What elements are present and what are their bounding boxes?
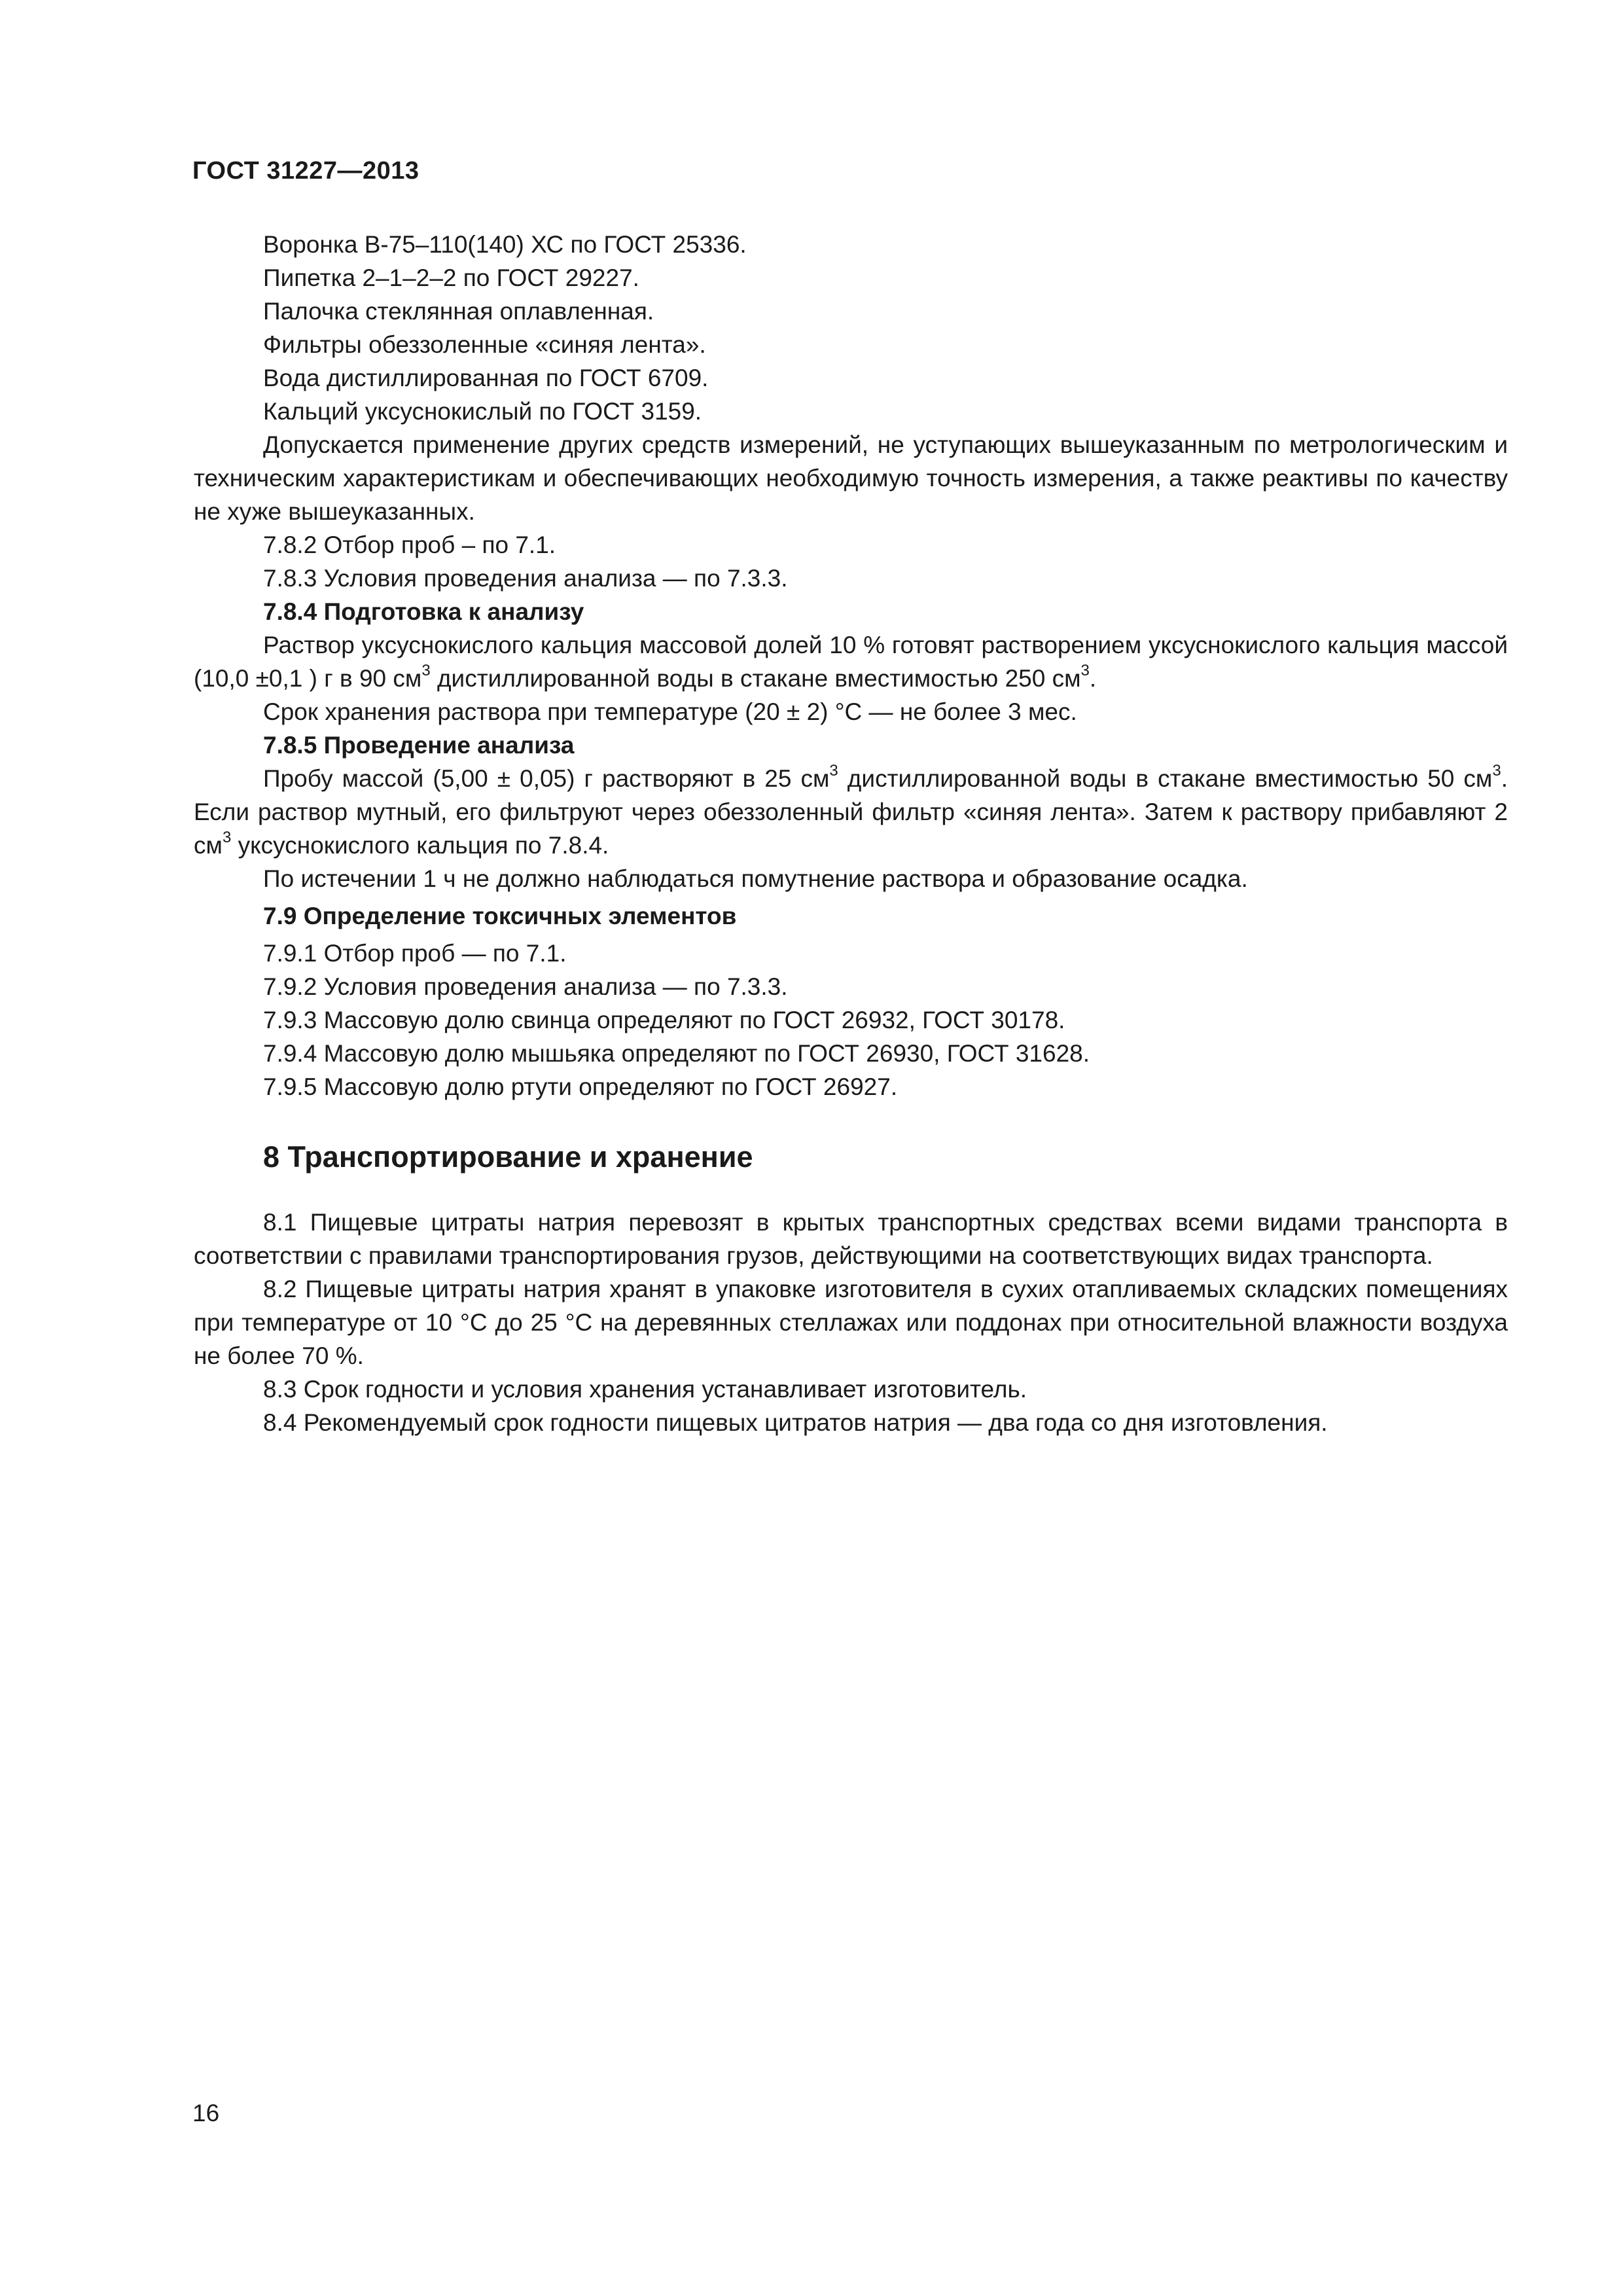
equipment-item: Пипетка 2–1–2–2 по ГОСТ 29227.	[263, 264, 639, 291]
section-7-8-5-paragraph: Пробу массой (5,00 ± 0,05) г растворяют в 25 $см^3$ дистиллированной воды в стакане вместимостью 50 $см^3$. Если раствор мутный, его фильтруют через обеззоленный фильтр «синяя лента». Затем к раствору прибавляют 2 $см^3$ уксуснокислого кальция по 7.8.4.	[194, 761, 1508, 859]
section-7-9-item: 7.9.1 Отбор проб — по 7.1.	[263, 940, 567, 967]
equipment-item: Воронка В-75–110(140) ХС по ГОСТ 25336.	[263, 231, 747, 258]
section-7-9-item: 7.9.2 Условия проведения анализа — по 7.3.3.	[263, 973, 788, 1000]
document-header: ГОСТ 31227—2013	[192, 157, 419, 185]
page-number: 16	[192, 2100, 220, 2126]
document-body	[194, 228, 1508, 1439]
section-7-8-4-storage: Срок хранения раствора при температуре (20 ± 2) °С — не более 3 мес.	[263, 698, 1077, 725]
section-8-item: 8.1 Пищевые цитраты натрия перевозят в крытых транспортных средствах всеми видами транспорта в соответствии с правилами транспортирования грузов, действующими на соответствующих видах транспорта.	[194, 1209, 1508, 1269]
equipment-item: Палочка стеклянная оплавленная.	[263, 298, 654, 325]
section-8-item: 8.4 Рекомендуемый срок годности пищевых цитратов натрия — два года со дня изготовления.	[263, 1409, 1328, 1436]
section-7-9-heading: 7.9 Определение токсичных элементов	[263, 903, 737, 929]
section-7-9-item: 7.9.4 Массовую долю мышьяка определяют по ГОСТ 26930, ГОСТ 31628.	[263, 1040, 1090, 1067]
equipment-item: Вода дистиллированная по ГОСТ 6709.	[263, 365, 709, 391]
section-8-item: 8.2 Пищевые цитраты натрия хранят в упаковке изготовителя в сухих отапливаемых складских помещениях при температуре от 10 °С до 25 °С на деревянных стеллажах или поддонах при относительной влажности воздуха не более 70 %.	[194, 1276, 1508, 1369]
section-7-8-5-heading: 7.8.5 Проведение анализа	[263, 732, 575, 759]
section-7-8-4-paragraph: Раствор уксуснокислого кальция массовой долей 10 % готовят растворением уксуснокислого кальция массой (10,0 ±0,1 ) г в 90 $см^3$ дистиллированной воды в стакане вместимостью 250 $см^3$.	[194, 632, 1508, 692]
section-7-8-5-result: По истечении 1 ч не должно наблюдаться помутнение раствора и образование осадка.	[263, 865, 1248, 892]
section-8-heading: 8 Транспортирование и хранение	[263, 1140, 753, 1174]
section-7-8-2: 7.8.2 Отбор проб – по 7.1.	[263, 531, 556, 558]
section-7-9-item: 7.9.3 Массовую долю свинца определяют по ГОСТ 26932, ГОСТ 30178.	[263, 1007, 1065, 1033]
section-7-8-4-heading: 7.8.4 Подготовка к анализу	[263, 598, 584, 625]
section-7-8-3: 7.8.3 Условия проведения анализа — по 7.3.3.	[263, 565, 788, 592]
equipment-item: Кальций уксуснокислый по ГОСТ 3159.	[263, 398, 702, 425]
section-8-item: 8.3 Срок годности и условия хранения устанавливает изготовитель.	[263, 1376, 1027, 1403]
allowance-paragraph: Допускается применение других средств измерений, не уступающих вышеуказанным по метрологическим и техническим характеристикам и обеспечивающих необходимую точность измерения, а также реактивы по качеству не хуже вышеуказанных.	[194, 431, 1508, 525]
equipment-item: Фильтры обеззоленные «синяя лента».	[263, 331, 706, 358]
section-7-9-item: 7.9.5 Массовую долю ртути определяют по ГОСТ 26927.	[263, 1073, 898, 1100]
